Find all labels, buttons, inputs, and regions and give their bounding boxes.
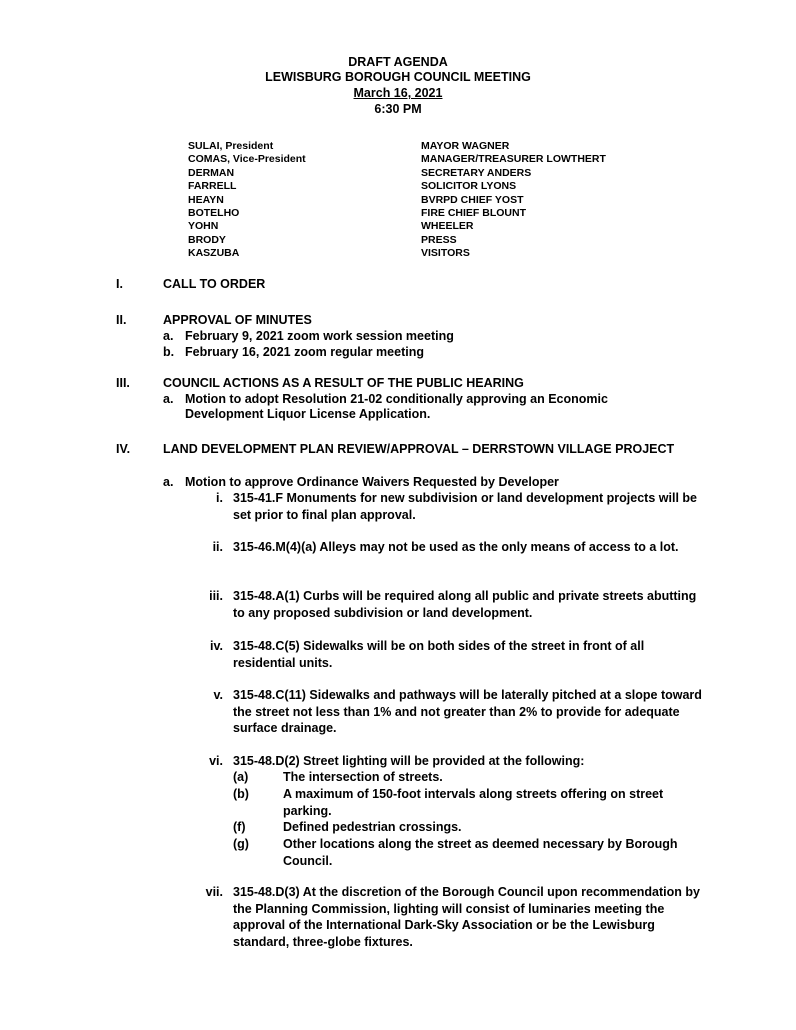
section-number: I.: [116, 277, 123, 291]
section-title: APPROVAL OF MINUTES: [163, 313, 312, 327]
list-item: SULAI, President: [188, 140, 274, 152]
list-item: VISITORS: [421, 247, 470, 260]
list-item: SOLICITOR LYONS: [421, 180, 517, 193]
meeting-time: 6:30 PM: [374, 102, 422, 116]
council-members-list: [188, 140, 306, 261]
section-number: IV.: [116, 442, 131, 456]
agenda-page: DRAFT AGENDA LEWISBURG BOROUGH COUNCIL MEETING March 16, 2021 6:30 PM SULAI, President COMAS, Vice-President DERMAN FARRELL HEAYN BOTELHO YOHN BRODY KASZUBA MAYOR WAGNER MANAGER/TREASURER LOWTHERT SECRETARY ANDERS SOLICITOR LYONS BVRPD CHIEF YOST FIRE CHIEF BLOUNT WHEELER PRESS VISITORS I. CALL TO ORDER II. APPROVAL OF MINUTES a. February 9, 2021 zoom work session meeting b. February 16, 2021 zoom regular meeting III. COUNCIL ACTIONS AS A RESULT OF THE PUBLIC HEARING a. Motion to adopt Resolution 21-02 conditionally approving an Economic Development Liquor License Application. IV. LAND DEVELOPMENT PLAN REVIEW/APPROVAL – DERRSTOWN VILLAGE PROJECT a. Motion to approve Ordinance Waivers Requested by Developer i. 315-41.F Monuments for new subdivision or land development projects will be set prior to final plan approval. ii. 315-46.M(4)(a) Alleys may not be used as the only means of access to a lot. iii. 315-48.A(1) Curbs will be required along all public and private streets abutting to any proposed subdivision or land development. iv. 315-48.C(5) Sidewalks will be on both sides of the street in front of all residential units. v. 315-48.C(11) Sidewalks and pathways will be laterally pitched at a slope toward the street not less than 1% and not greater than 2% to provide for adequate surface drainage. vi. 315-48.D(2) Street lighting will be provided at the following: (a) The intersection of streets. (b) A maximum of 150-foot intervals along streets offering on street parking. (f) Defined pedestrian crossings. (g) Other locations along the street as deemed necessary by Borough Council. vii. 315-48.D(3) At the discretion of the Borough Council upon recommendation by the Planning Commission, lighting will consist of luminaries meeting the approval of the International Dark-Sky Association or be the Lewisburg standard, three-globe fixtures.: [0, 0, 796, 1030]
meeting-name: LEWISBURG BOROUGH COUNCIL MEETING: [265, 70, 531, 84]
list-item: DERMAN: [188, 166, 235, 179]
list-item: BVRPD CHIEF YOST: [421, 193, 524, 206]
list-item: MAYOR WAGNER: [421, 140, 510, 152]
section-title: COUNCIL ACTIONS AS A RESULT OF THE PUBLIC HEARING: [163, 376, 524, 390]
list-item: HEAYN: [188, 193, 224, 206]
list-item: WHEELER: [421, 220, 474, 233]
list-item: COMAS, Vice-President: [188, 153, 306, 166]
list-item: FIRE CHIEF BLOUNT: [421, 207, 526, 220]
list-item: MANAGER/TREASURER LOWTHERT: [421, 153, 606, 166]
section-number: III.: [116, 376, 130, 390]
document-title: DRAFT AGENDA: [348, 55, 448, 69]
meeting-date: March 16, 2021: [353, 86, 443, 100]
list-item: YOHN: [188, 220, 219, 233]
section-title: CALL TO ORDER: [163, 277, 266, 291]
list-item: KASZUBA: [188, 247, 240, 260]
officials-list: [421, 140, 606, 261]
list-item: SECRETARY ANDERS: [421, 166, 532, 179]
section-number: II.: [116, 313, 127, 327]
section-title: LAND DEVELOPMENT PLAN REVIEW/APPROVAL – DERRSTOWN VILLAGE PROJECT: [163, 442, 675, 456]
list-item: FARRELL: [188, 180, 237, 193]
list-item: BOTELHO: [188, 207, 240, 220]
list-item: PRESS: [421, 233, 457, 246]
list-item: BRODY: [188, 233, 226, 246]
